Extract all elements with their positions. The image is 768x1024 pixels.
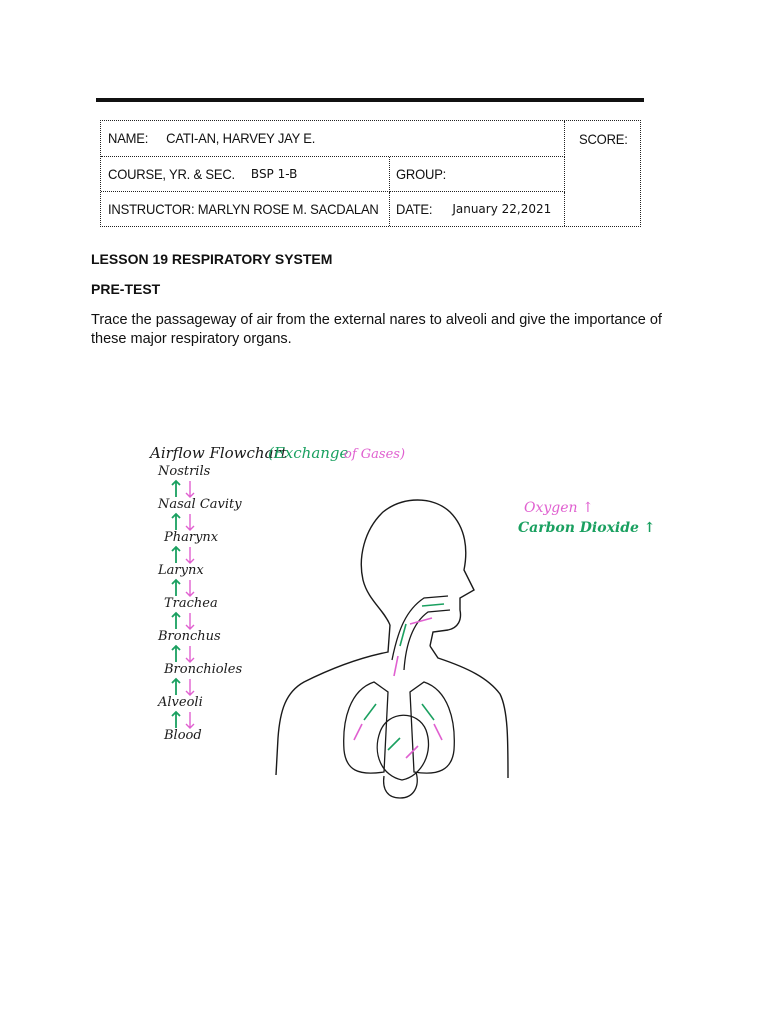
student-info-table — [100, 120, 641, 227]
course-value: BSP 1-B — [250, 167, 298, 181]
section-title: PRE-TEST — [91, 281, 161, 297]
flow-step-label: Bronchus — [158, 629, 221, 644]
co2-arrow — [422, 704, 434, 720]
name-label: NAME: — [108, 130, 149, 147]
co2-up-arrow — [172, 514, 180, 530]
right-lung — [410, 682, 454, 773]
oxygen-down-arrow — [186, 613, 194, 629]
oxygen-down-arrow — [186, 580, 194, 596]
flow-steps — [157, 464, 242, 743]
date-value: January 22,2021 — [452, 202, 552, 216]
course-cell — [101, 157, 390, 192]
co2-arrow — [388, 738, 400, 750]
oxygen-arrow — [434, 724, 442, 740]
oxygen-down-arrow — [186, 514, 194, 530]
co2-up-arrow — [172, 613, 180, 629]
score-cell — [565, 121, 640, 157]
legend-oxygen: Oxygen ↑ — [524, 500, 594, 516]
respiratory-drawing — [88, 420, 708, 900]
flow-step-label: Larynx — [158, 563, 204, 578]
co2-up-arrow — [172, 679, 180, 695]
flow-step-label: Nostrils — [158, 464, 211, 479]
score-label: SCORE: — [579, 131, 628, 147]
oxygen-down-arrow — [186, 712, 194, 728]
oxygen-down-arrow — [186, 547, 194, 563]
body-outline — [276, 500, 508, 778]
co2-up-arrow — [172, 580, 180, 596]
co2-arrow — [364, 704, 376, 720]
flow-step-label: Pharynx — [164, 530, 219, 545]
header-rule — [96, 98, 644, 102]
flow-step-label: Bronchioles — [164, 662, 243, 677]
flowchart-title: Airflow Flowchart — [150, 444, 287, 462]
head-outline — [361, 500, 474, 646]
legend-carbon-dioxide: Carbon Dioxide ↑ — [518, 520, 656, 536]
right-shoulder-outline — [430, 646, 508, 778]
oxygen-arrow — [406, 746, 418, 758]
co2-up-arrow — [172, 547, 180, 563]
flowchart-subtitle-2: of Gases) — [344, 447, 406, 462]
oxygen-arrow — [354, 724, 362, 740]
oxygen-down-arrow — [186, 481, 194, 497]
flowchart-subtitle-1: (Exchange — [268, 444, 349, 462]
co2-up-arrow — [172, 646, 180, 662]
trachea-outline-left — [392, 596, 448, 660]
oxygen-down-arrow — [186, 679, 194, 695]
co2-up-arrow — [172, 481, 180, 497]
name-cell — [101, 121, 565, 157]
oxygen-down-arrow — [186, 646, 194, 662]
flow-step-label: Alveoli — [158, 695, 203, 710]
co2-up-arrow — [172, 712, 180, 728]
course-label: COURSE, YR. & SEC. — [108, 166, 235, 182]
left-shoulder-outline — [276, 625, 390, 775]
instructor-cell — [101, 192, 390, 226]
date-label: DATE: — [396, 201, 433, 217]
group-label: GROUP: — [396, 166, 447, 182]
co2-arrow — [422, 604, 444, 606]
name-value: CATI-AN, HARVEY JAY E. — [166, 130, 316, 147]
gas-arrows — [354, 604, 444, 758]
date-cell — [390, 192, 565, 226]
instructor-label: INSTRUCTOR: MARLYN ROSE M. SACDALAN — [108, 201, 379, 217]
oxygen-arrow — [394, 656, 398, 676]
group-cell — [390, 157, 565, 192]
flow-step-label: Trachea — [164, 596, 218, 611]
question-prompt: Trace the passageway of air from the external nares to alveoli and give the importance of these major respiratory organs. — [91, 312, 662, 347]
lesson-title: LESSON 19 RESPIRATORY SYSTEM — [91, 251, 333, 267]
flow-step-label: Blood — [164, 728, 202, 743]
flow-step-label: Nasal Cavity — [158, 497, 242, 512]
